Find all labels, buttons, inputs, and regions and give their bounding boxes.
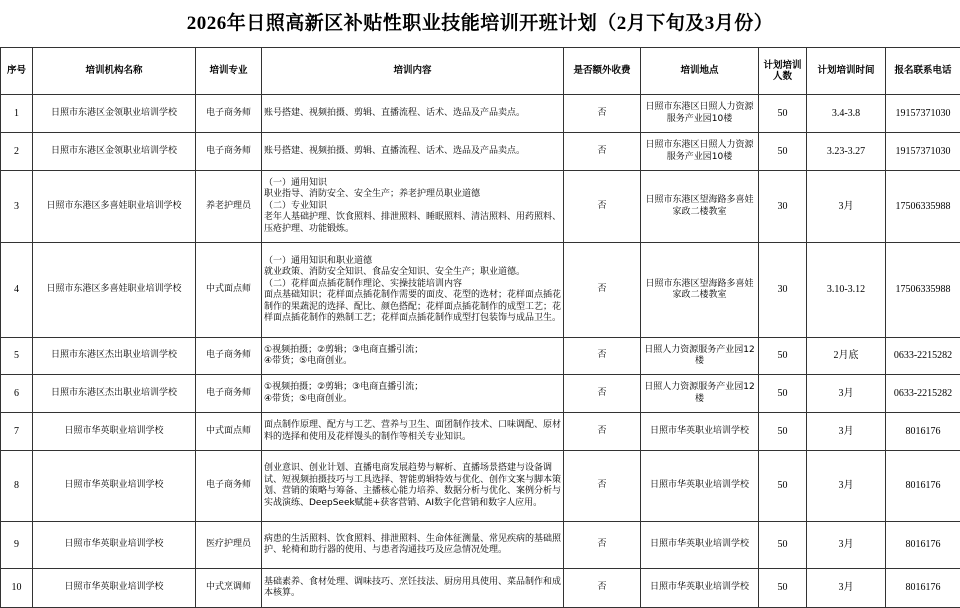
table-row	[1, 95, 960, 133]
planned-count: 50	[759, 451, 807, 522]
planned-time: 3.4-3.8	[807, 95, 886, 133]
header-count: 计划培训人数	[759, 48, 807, 95]
org-name: 日照市华英职业培训学校	[33, 413, 196, 451]
table-row	[1, 171, 960, 243]
org-name: 日照市东港区杰出职业培训学校	[33, 338, 196, 375]
extra-fee: 否	[564, 413, 641, 451]
content	[262, 522, 564, 569]
row-number: 5	[1, 338, 33, 375]
extra-fee: 否	[564, 569, 641, 608]
content-line: ①视频拍摄；②剪辑；③电商直播引流；	[264, 345, 561, 357]
content	[262, 243, 564, 338]
planned-time: 3月	[807, 569, 886, 608]
major: 电子商务师	[196, 451, 262, 522]
table-row	[1, 522, 960, 569]
content	[262, 133, 564, 171]
org-name: 日照市东港区金领职业培训学校	[33, 133, 196, 171]
planned-time: 2月底	[807, 338, 886, 375]
planned-time: 3.10-3.12	[807, 243, 886, 338]
major: 中式烹调师	[196, 569, 262, 608]
content-line: 账号搭建、视频拍摄、剪辑、直播流程、话术、选品及产品卖点。	[264, 108, 561, 120]
header-no: 序号	[1, 48, 33, 95]
content-line: ④带货；⑤电商创业。	[264, 356, 561, 368]
major: 中式面点师	[196, 243, 262, 338]
major: 中式面点师	[196, 413, 262, 451]
major: 电子商务师	[196, 338, 262, 375]
planned-count: 50	[759, 133, 807, 171]
location: 日照市华英职业培训学校	[641, 569, 759, 608]
contact-phone: 0633-2215282	[886, 338, 960, 375]
table-row	[1, 375, 960, 413]
content	[262, 451, 564, 522]
org-name: 日照市东港区多喜娃职业培训学校	[33, 243, 196, 338]
content-line: 病患的生活照料、饮食照料、排泄照料、生命体征测量、常见疾病的基础照护、轮椅和助行器的使用、与患者沟通技巧及应急情况处理。	[264, 534, 561, 557]
planned-count: 30	[759, 171, 807, 243]
major: 电子商务师	[196, 133, 262, 171]
content-line: 老年人基础护理、饮食照料、排泄照料、睡眠照料、清洁照料、用药照料、压疮护理、功能锻炼。	[264, 212, 561, 235]
row-number: 3	[1, 171, 33, 243]
content-line: 就业政策、消防安全知识、食品安全知识、安全生产；职业道德。	[264, 267, 561, 279]
extra-fee: 否	[564, 375, 641, 413]
table-row	[1, 451, 960, 522]
major: 电子商务师	[196, 95, 262, 133]
planned-count: 50	[759, 95, 807, 133]
table-row	[1, 133, 960, 171]
planned-time: 3月	[807, 375, 886, 413]
content-line: （一）通用知识	[264, 178, 561, 190]
header-fee: 是否额外收费	[564, 48, 641, 95]
location: 日照人力资源服务产业园12楼	[641, 338, 759, 375]
extra-fee: 否	[564, 338, 641, 375]
planned-count: 50	[759, 522, 807, 569]
contact-phone: 17506335988	[886, 171, 960, 243]
planned-time: 3月	[807, 413, 886, 451]
extra-fee: 否	[564, 243, 641, 338]
major: 医疗护理员	[196, 522, 262, 569]
table-row	[1, 413, 960, 451]
location: 日照市东港区望海路多喜娃家政二楼教室	[641, 243, 759, 338]
planned-count: 50	[759, 413, 807, 451]
content-line: ①视频拍摄；②剪辑；③电商直播引流；	[264, 382, 561, 394]
page-title: 2026年日照高新区补贴性职业技能培训开班计划（2月下旬及3月份）	[0, 0, 960, 47]
row-number: 10	[1, 569, 33, 608]
contact-phone: 17506335988	[886, 243, 960, 338]
major: 养老护理员	[196, 171, 262, 243]
content	[262, 413, 564, 451]
content	[262, 375, 564, 413]
table-row	[1, 569, 960, 608]
location: 日照人力资源服务产业园12楼	[641, 375, 759, 413]
planned-time: 3月	[807, 451, 886, 522]
header-place: 培训地点	[641, 48, 759, 95]
org-name: 日照市东港区金领职业培训学校	[33, 95, 196, 133]
content-line: ④带货；⑤电商创业。	[264, 394, 561, 406]
content-line: 基础素养、食材处理、调味技巧、烹饪技法、厨房用具使用、菜品制作和成本核算。	[264, 577, 561, 600]
contact-phone: 0633-2215282	[886, 375, 960, 413]
contact-phone: 8016176	[886, 451, 960, 522]
org-name: 日照市东港区杰出职业培训学校	[33, 375, 196, 413]
content-line: 面点制作原理、配方与工艺、营养与卫生、面团制作技术、口味调配、原材料的选择和使用及花样馒头的制作等相关专业知识。	[264, 420, 561, 443]
org-name: 日照市华英职业培训学校	[33, 522, 196, 569]
header-phone: 报名联系电话	[886, 48, 960, 95]
row-number: 6	[1, 375, 33, 413]
extra-fee: 否	[564, 133, 641, 171]
row-number: 4	[1, 243, 33, 338]
contact-phone: 19157371030	[886, 95, 960, 133]
extra-fee: 否	[564, 95, 641, 133]
planned-count: 50	[759, 569, 807, 608]
content-line: 创业意识、创业计划、直播电商发展趋势与解析、直播场景搭建与设备调试、短视频拍摄技巧与工具选择、智能剪辑特效与优化、创作文案与脚本策划、营销的策略与筹备、主播核心能力培养、数据分析与优化、案例分析与实战演练、DeepSeek赋能+获客营销、AI数字化营销和数字人应用。	[264, 463, 561, 509]
contact-phone: 8016176	[886, 569, 960, 608]
content-line: 职业指导、消防安全、安全生产；养老护理员职业道德	[264, 189, 561, 201]
row-number: 9	[1, 522, 33, 569]
planned-count: 50	[759, 338, 807, 375]
planned-count: 50	[759, 375, 807, 413]
row-number: 2	[1, 133, 33, 171]
content-line: （二）花样面点插花制作理论、实操技能培训内容	[264, 279, 561, 291]
planned-time: 3月	[807, 171, 886, 243]
org-name: 日照市华英职业培训学校	[33, 569, 196, 608]
major: 电子商务师	[196, 375, 262, 413]
org-name: 日照市东港区多喜娃职业培训学校	[33, 171, 196, 243]
extra-fee: 否	[564, 451, 641, 522]
row-number: 1	[1, 95, 33, 133]
extra-fee: 否	[564, 171, 641, 243]
location: 日照市东港区日照人力资源服务产业园10楼	[641, 95, 759, 133]
planned-time: 3月	[807, 522, 886, 569]
contact-phone: 19157371030	[886, 133, 960, 171]
content-line: 面点基础知识；花样面点插花制作需要的面皮、花型的选材；花样面点插花制作的果蔬泥的选择、配比、颜色搭配；花样面点插花制作的成型工艺；花样面点插花制作的熟制工艺；花样面点插花制作成型打包装饰与成品卫生。	[264, 290, 561, 325]
table-header-row	[1, 48, 960, 95]
location: 日照市华英职业培训学校	[641, 451, 759, 522]
location: 日照市东港区日照人力资源服务产业园10楼	[641, 133, 759, 171]
header-time: 计划培训时间	[807, 48, 886, 95]
content-line: 账号搭建、视频拍摄、剪辑、直播流程、话术、选品及产品卖点。	[264, 146, 561, 158]
content	[262, 338, 564, 375]
contact-phone: 8016176	[886, 413, 960, 451]
planned-time: 3.23-3.27	[807, 133, 886, 171]
content	[262, 171, 564, 243]
location: 日照市东港区望海路多喜娃家政二楼教室	[641, 171, 759, 243]
table-row	[1, 338, 960, 375]
content	[262, 95, 564, 133]
table-row	[1, 243, 960, 338]
content	[262, 569, 564, 608]
content-line: （二）专业知识	[264, 201, 561, 213]
location: 日照市华英职业培训学校	[641, 522, 759, 569]
content-line: （一）通用知识和职业道德	[264, 256, 561, 268]
header-content: 培训内容	[262, 48, 564, 95]
training-plan-table	[0, 47, 960, 608]
contact-phone: 8016176	[886, 522, 960, 569]
header-org: 培训机构名称	[33, 48, 196, 95]
location: 日照市华英职业培训学校	[641, 413, 759, 451]
header-major: 培训专业	[196, 48, 262, 95]
planned-count: 30	[759, 243, 807, 338]
extra-fee: 否	[564, 522, 641, 569]
row-number: 7	[1, 413, 33, 451]
org-name: 日照市华英职业培训学校	[33, 451, 196, 522]
row-number: 8	[1, 451, 33, 522]
